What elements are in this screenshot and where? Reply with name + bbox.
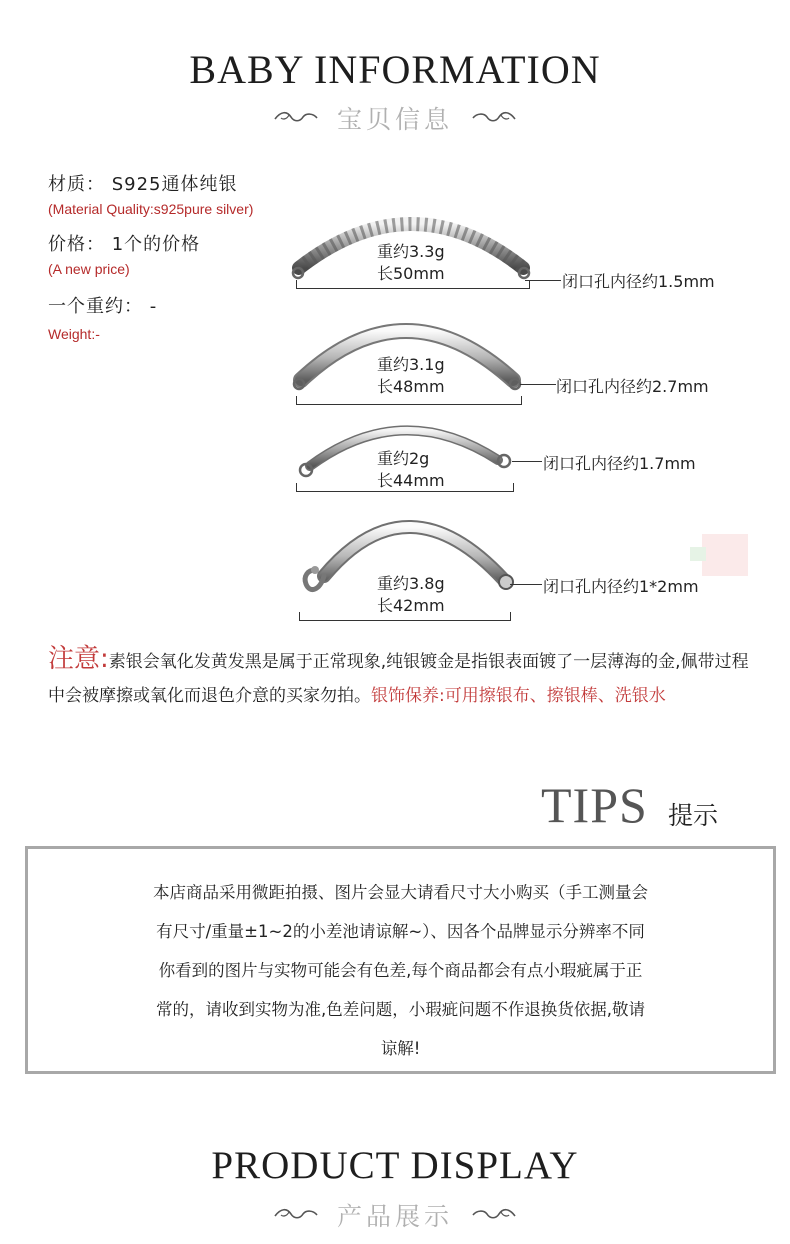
- tips-title-cn: 提示: [668, 801, 719, 830]
- item-3-hole-note: 闭口孔内径约1.7mm: [543, 454, 696, 473]
- item-3-length: 长44mm: [377, 471, 445, 490]
- item-2-weight: 重约3.1g: [377, 355, 445, 374]
- left-swirl-ornament-icon: [273, 110, 319, 126]
- spec-material: 材质： S925通体纯银: [48, 174, 238, 195]
- left-swirl-ornament-icon: [273, 1207, 319, 1223]
- item-4-hole-note: 闭口孔内径约1*2mm: [543, 577, 699, 596]
- care-label: 银饰保养:: [371, 686, 445, 706]
- care-body: 可用擦银布、擦银棒、洗银水: [444, 686, 666, 706]
- right-swirl-ornament-icon: [471, 1207, 517, 1223]
- footer-subtitle-row: [0, 1197, 790, 1233]
- tips-title: TIPS: [541, 777, 648, 833]
- spec-price-en: (A new price): [48, 261, 130, 277]
- footer-subtitle: 产品展示: [336, 1202, 453, 1231]
- item-1-weight: 重约3.3g: [377, 242, 445, 261]
- green-swatch-mark: [690, 547, 706, 561]
- tips-line: 有尺寸/重量±1~2的小差池请谅解~）、因各个品牌显示分辨率不同: [156, 922, 645, 941]
- spec-material-en: (Material Quality:s925pure silver): [48, 201, 254, 217]
- section-subtitle: 宝贝信息: [336, 105, 453, 134]
- item-4-weight: 重约3.8g: [377, 574, 445, 593]
- item-1-hole-note: 闭口孔内径约1.5mm: [562, 272, 715, 291]
- item-3-weight: 重约2g: [377, 449, 430, 468]
- callout-line-2: [520, 384, 556, 385]
- tips-box: [25, 846, 776, 1074]
- callout-line-1: [525, 280, 561, 281]
- spec-weight-en: Weight:-: [48, 326, 100, 342]
- callout-line-4: [510, 584, 542, 585]
- tips-text: [58, 873, 743, 1068]
- item-4-length: 长42mm: [377, 596, 445, 615]
- pink-swatch-mark: [702, 534, 748, 576]
- item-2-hole-note: 闭口孔内径约2.7mm: [556, 377, 709, 396]
- notice-label: 注意:: [48, 644, 109, 674]
- item-1-length: 长50mm: [377, 264, 445, 283]
- right-swirl-ornament-icon: [471, 110, 517, 126]
- spec-price: 价格： 1个的价格: [48, 234, 201, 255]
- tips-line: 你看到的图片与实物可能会有色差,每个商品都会有点小瑕疵属于正: [158, 961, 643, 980]
- spec-weight: 一个重约： -: [48, 296, 158, 317]
- item-2-length: 长48mm: [377, 377, 445, 396]
- callout-line-3: [512, 461, 542, 462]
- notice-body: 素银会氧化发黄发黑是属于正常现象,纯银镀金是指银表面镀了一层薄海的金,佩带过程中会被摩擦或氧化而退色介意的买家勿拍。: [48, 652, 749, 706]
- notice-paragraph: [48, 642, 758, 713]
- tips-line: 谅解!: [380, 1039, 421, 1058]
- section-title-baby-information: BABY INFORMATION: [189, 47, 601, 92]
- section-subtitle-row: [0, 100, 790, 136]
- section-title-product-display: PRODUCT DISPLAY: [211, 1144, 579, 1187]
- tips-line: 常的，请收到实物为准,色差问题，小瑕疵问题不作退换货依据,敬请: [156, 1000, 645, 1019]
- tips-line: 本店商品采用微距拍摄、图片会显大请看尺寸大小购买（手工测量会: [153, 883, 648, 902]
